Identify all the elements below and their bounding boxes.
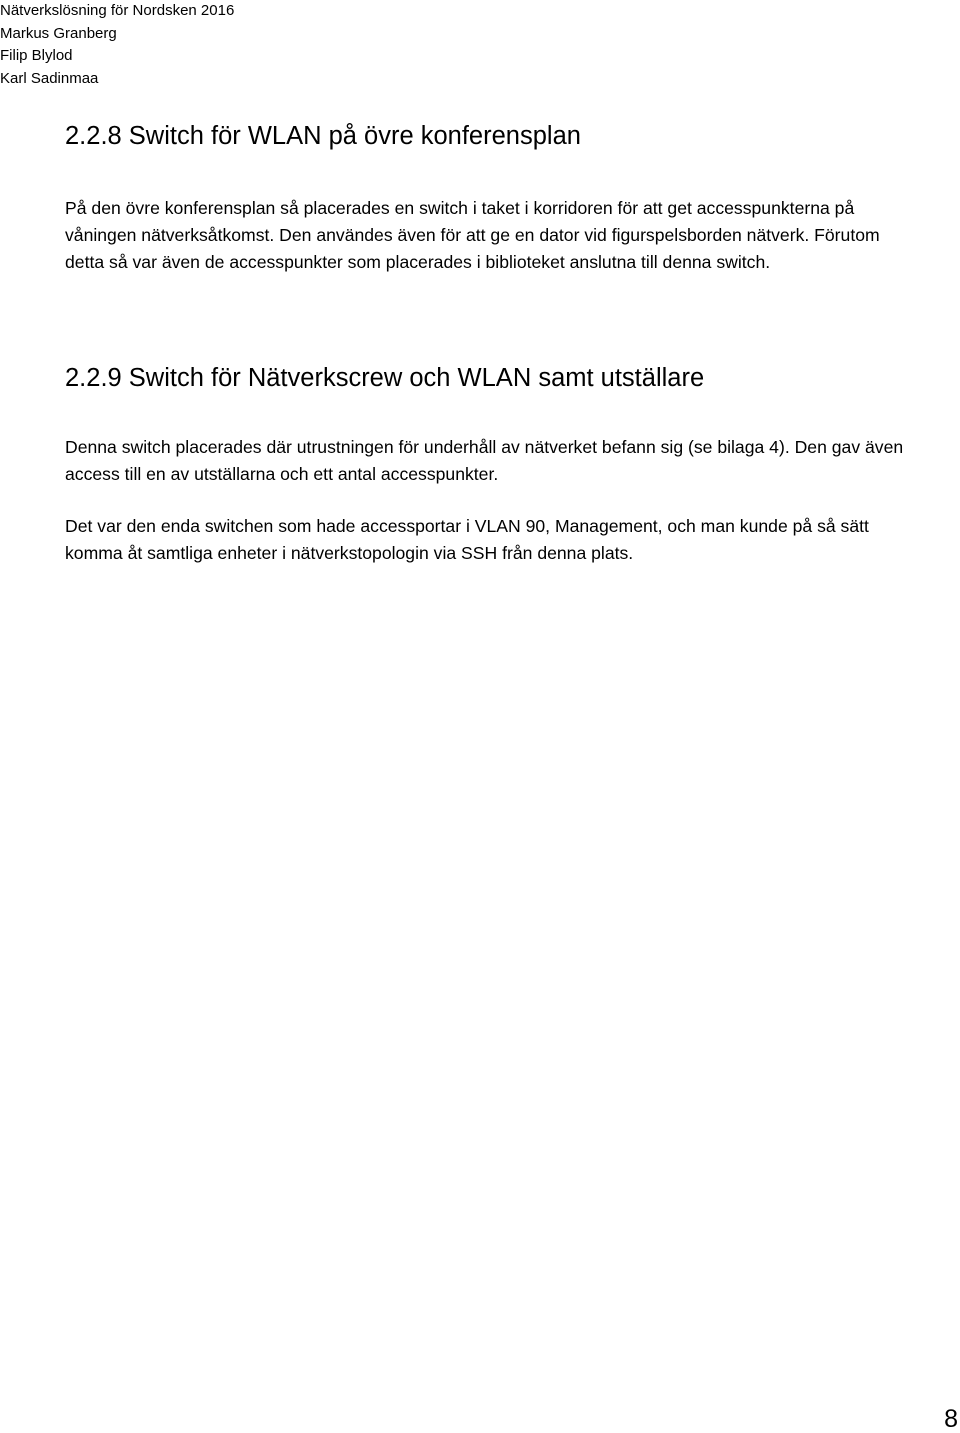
header-title: Nätverkslösning för Nordsken 2016 [0,2,235,19]
section-paragraph: Denna switch placerades där utrustningen för underhåll av nätverket befann sig (se bilaga 4). Den gav även access till en av utställarna och ett antal accesspunkter. [65,437,904,484]
document-header [0,0,234,91]
header-author: Karl Sadinmaa [0,70,99,88]
header-author: Markus Granberg [0,24,117,42]
section-paragraph: På den övre konferensplan så placerades en switch i taket i korridoren för att get accesspunkterna på våningen nätverksåtkomst. Den användes även för att ge en dator vid figurspelsborden nätverk. Förutom detta så var även de accesspunkter som placerades i biblioteket anslutna till denna switch. [65,198,880,272]
header-author: Filip Blylod [0,47,73,65]
section-heading-2-2-8: 2.2.8 Switch för WLAN på övre konferensplan [65,122,581,150]
page-number: 8 [944,1405,958,1433]
section-paragraph: Det var den enda switchen som hade accessportar i VLAN 90, Management, och man kunde på så sätt komma åt samtliga enheter i nätverkstopologin via SSH från denna plats. [65,516,869,563]
section-heading-2-2-9: 2.2.9 Switch för Nätverkscrew och WLAN samt utställare [65,364,705,392]
